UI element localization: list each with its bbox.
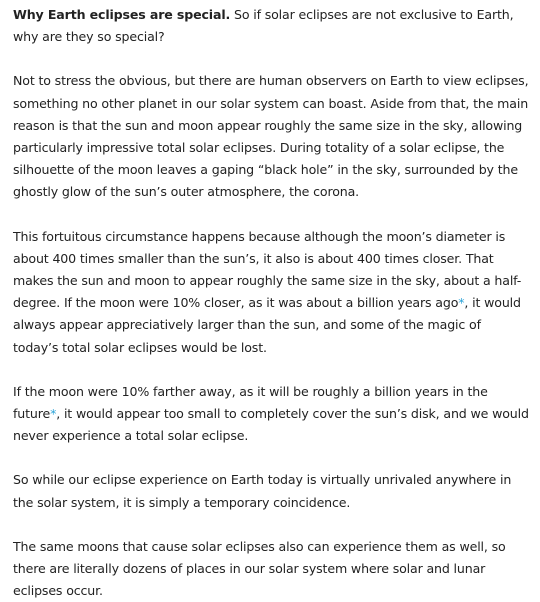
size-coincidence-text: This fortuitous circumstance happens because although the moon’s diameter is about 400 times smaller than the sun’s, it also is about 400 times closer. That makes the sun and moon to appear roughly the same size in the sky, about a half-degree. If the moon were 10% closer, as it was about a billion years ago — [13, 228, 522, 311]
farther-moon-text-end: , it would appear too small to completely cover the sun’s disk, and we would never experience a total solar eclipse. — [13, 406, 529, 444]
intro-paragraph — [13, 4, 530, 48]
farther-moon-paragraph — [13, 381, 530, 448]
size-coincidence-paragraph — [13, 226, 530, 359]
observers-paragraph: Not to stress the obvious, but there are human observers on Earth to view eclipses, something no other planet in our solar system can boast. Aside from that, the main reason is that the sun and moon appear roughly the same size in the sky, allowing particularly impressive total solar eclipses. During totality of a solar eclipse, the silhouette of the moon leaves a gaping “black hole” in the sky, surrounded by the ghostly glow of the sun’s outer atmosphere, the corona. — [13, 73, 529, 200]
other-moons-paragraph: The same moons that cause solar eclipses also can experience them as well, so there are literally dozens of places in our solar system where solar and lunar eclipses occur. — [13, 538, 506, 599]
section-heading: Why Earth eclipses are special. — [13, 7, 231, 22]
intro-text: So if solar eclipses are not exclusive to Earth, why are they so special? — [13, 7, 514, 45]
footnote-link-past[interactable]: * — [458, 295, 465, 311]
footnote-link-future[interactable]: * — [50, 406, 57, 422]
size-coincidence-text-end: , it would always appear appreciatively larger than the sun, and some of the magic of today’s total solar eclipses would be lost. — [13, 295, 521, 355]
farther-moon-text: If the moon were 10% farther away, as it will be roughly a billion years in the future — [13, 383, 488, 422]
temporary-coincidence-paragraph: So while our eclipse experience on Earth today is virtually unrivaled anywhere in the solar system, it is simply a temporary coincidence. — [13, 472, 512, 510]
